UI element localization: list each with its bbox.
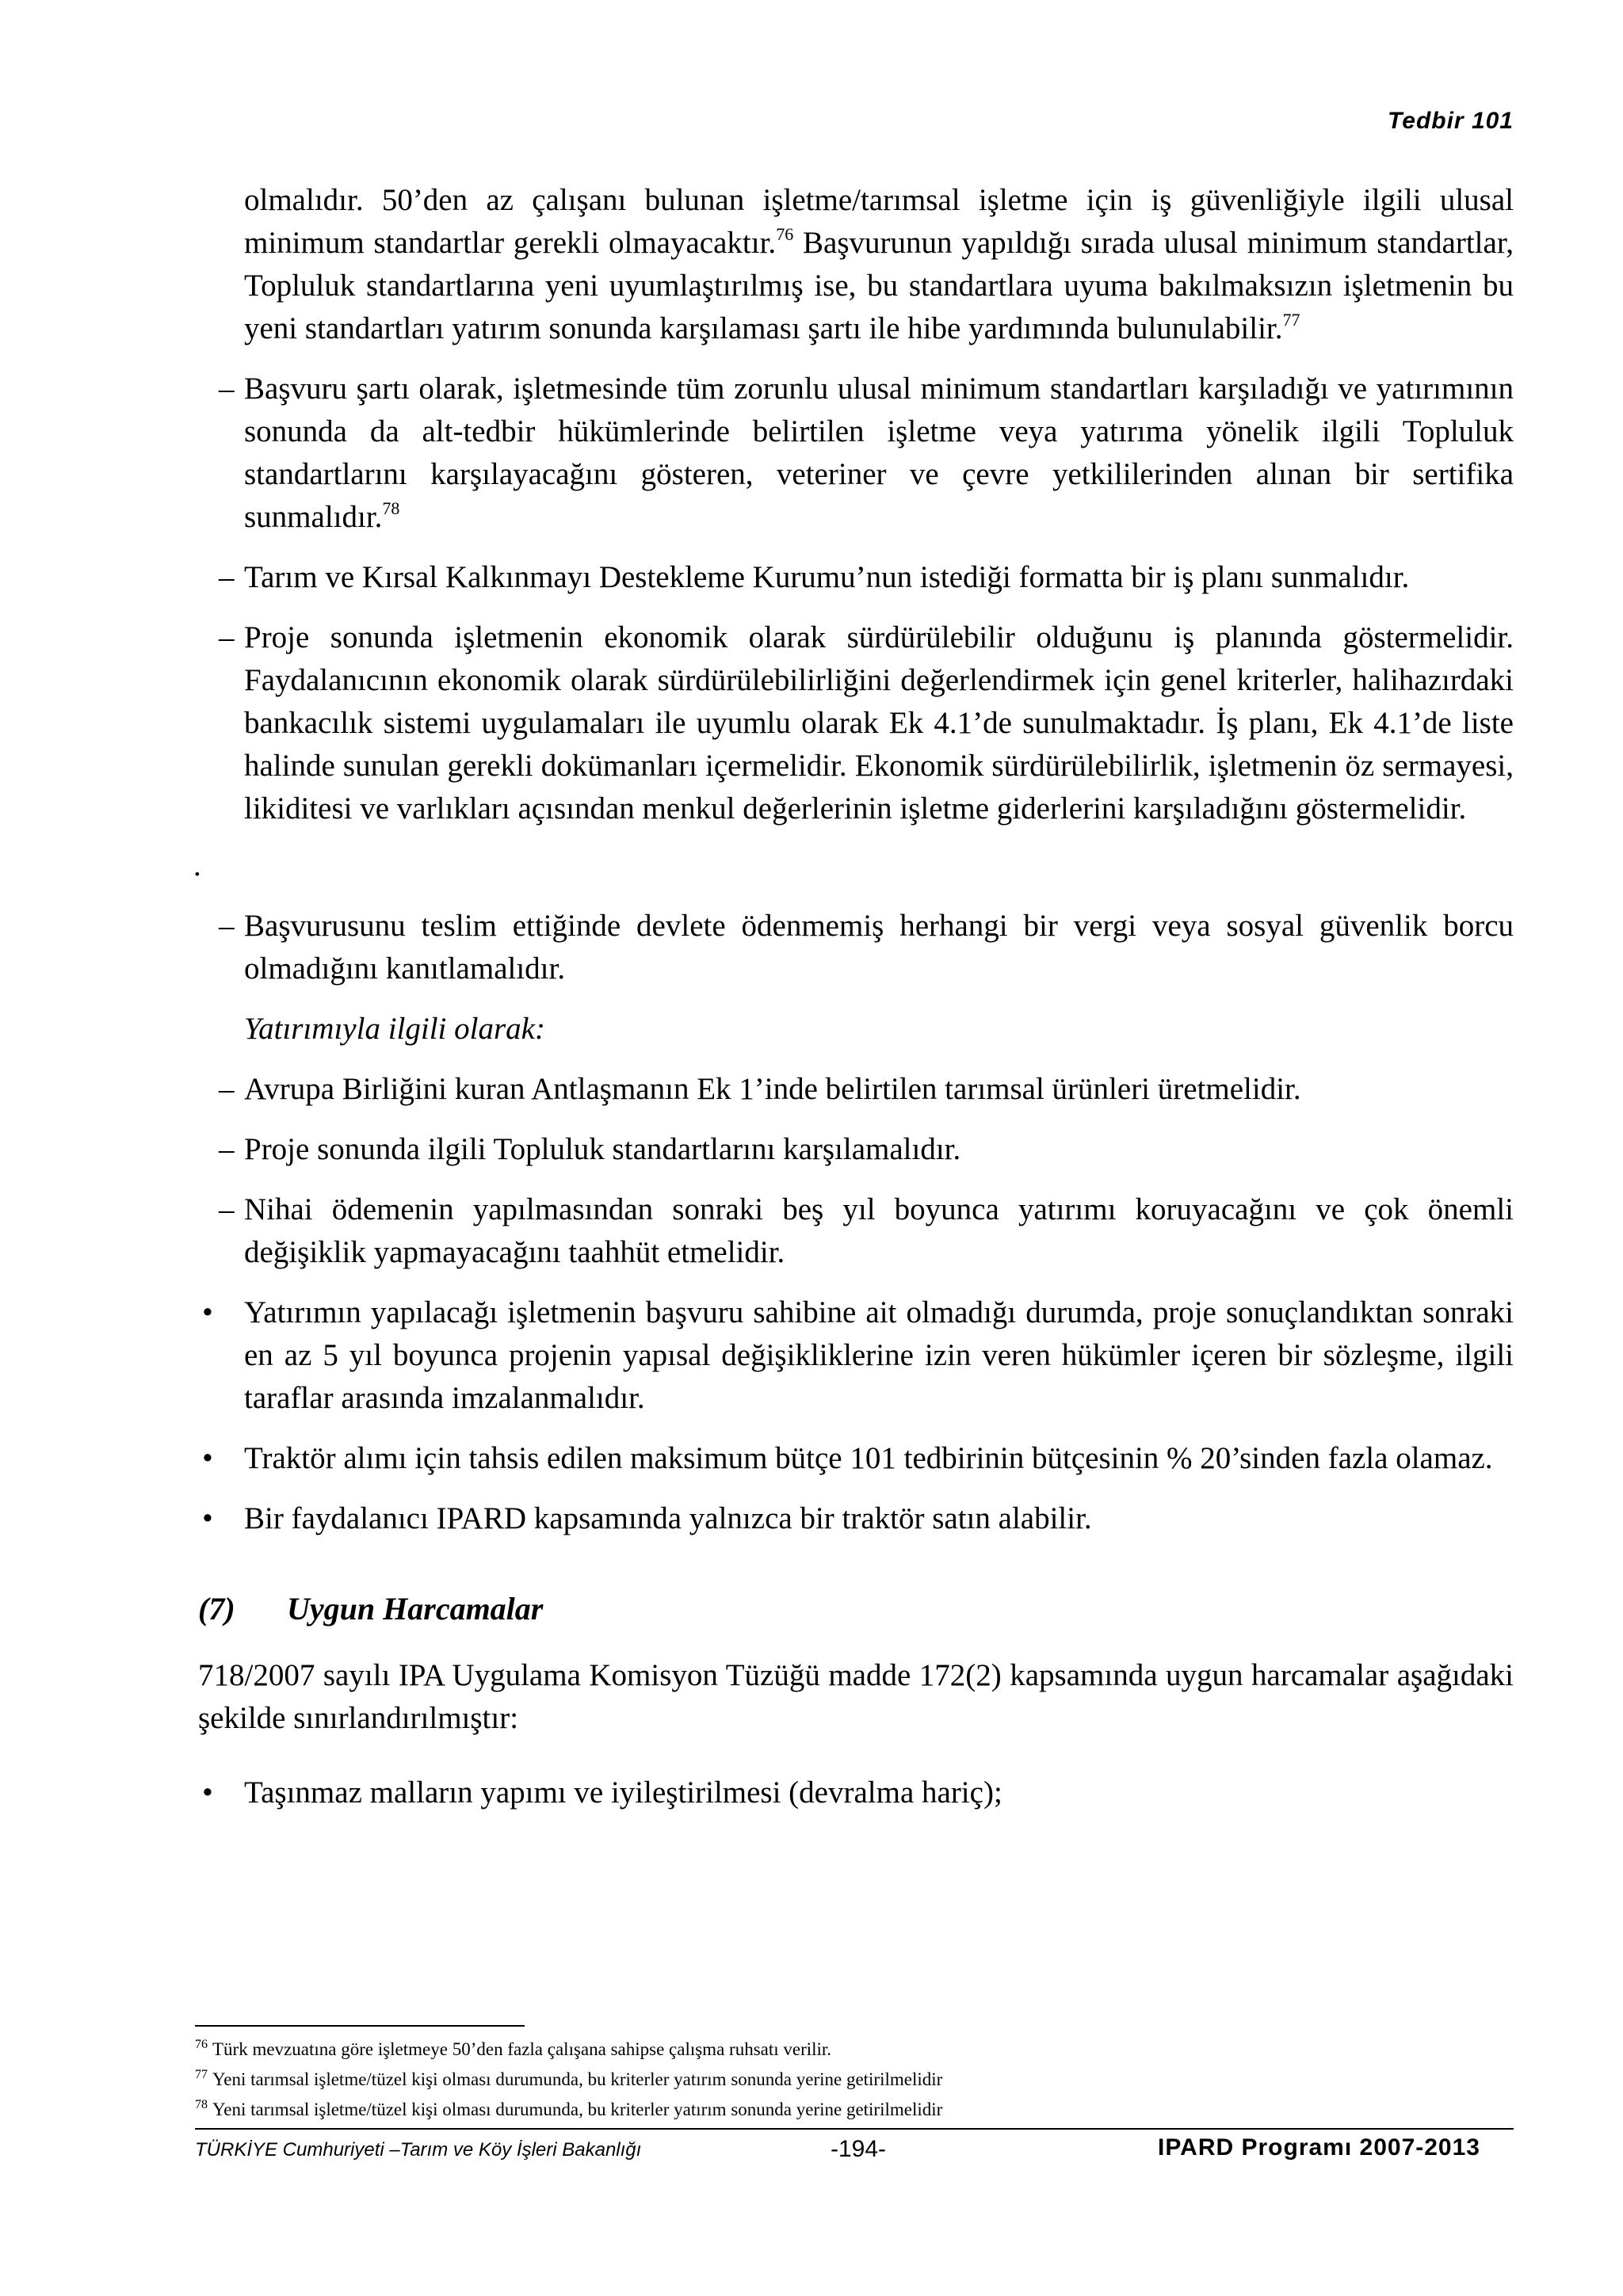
- footnote-number: 77: [195, 2068, 208, 2081]
- footnote-text: Yeni tarımsal işletme/tüzel kişi olması durumunda, bu kriterler yatırım sonunda yerine getirilmelidir: [212, 2100, 943, 2119]
- footnote-ref-76[interactable]: 76: [776, 224, 794, 244]
- list-item-text: Başvuru şartı olarak, işletmesinde tüm zorunlu ulusal minimum standartları karşıladığı ve yatırımının sonunda da alt-tedbir hükümlerinde belirtilen işletme veya yatırıma yönelik ilgili Topluluk standartlarını karşılayacağını gösteren, veteriner ve çevre yetkililerinden alınan bir sertifika sunmalıdır.: [244, 372, 1514, 534]
- bullet-item-text: Taşınmaz malların yapımı ve iyileştirilmesi (devralma hariç);: [244, 1775, 1002, 1810]
- investment-label: Yatırımıyla ilgili olarak:: [244, 1012, 545, 1046]
- list-item: [219, 1128, 1514, 1171]
- list-item-text: Tarım ve Kırsal Kalkınmayı Destekleme Kurumu’nun istediği formatta bir iş planı sunmalıdır.: [244, 560, 1410, 594]
- footnote-78: [195, 2095, 1510, 2125]
- footnote-separator: [195, 2025, 525, 2027]
- running-header: Tedbir 101: [1388, 108, 1514, 134]
- footnote-76: [195, 2035, 1510, 2065]
- footnote-77: [195, 2065, 1510, 2095]
- body-text: [193, 179, 1514, 1814]
- intro-paragraph: [244, 179, 1514, 350]
- dash-marker: –: [219, 1192, 235, 1226]
- list-item-text: Avrupa Birliğini kuran Antlaşmanın Ek 1’inde belirtilen tarımsal ürünleri üretmelidir.: [244, 1072, 1301, 1106]
- footnotes: [195, 2035, 1510, 2125]
- bullet-item-text: Yatırımın yapılacağı işletmenin başvuru sahibine ait olmadığı durumda, proje sonuçlandıktan sonraki en az 5 yıl boyunca projenin yapısal değişikliklerine izin veren hükümler içeren bir sözleşme, ilgili taraflar arasında imzalanmalıdır.: [244, 1295, 1514, 1415]
- list-item-text: Nihai ödemenin yapılmasından sonraki beş yıl boyunca yatırımı koruyacağını ve çok önemli değişiklik yapmayacağını taahhüt etmelidir.: [244, 1192, 1514, 1269]
- list-item-text: Proje sonunda işletmenin ekonomik olarak sürdürülebilir olduğunu iş planında göstermelidir. Faydalanıcının ekonomik olarak sürdürülebilirliğini değerlendirmek için genel kriterler, halihazırdaki bankacılık sistemi uygulamaları ile uyumlu olarak Ek 4.1’de sunulmaktadır. İş planı, Ek 4.1’de liste halinde sunulan gerekli dokümanları içermelidir. Ekonomik sürdürülebilirlik, işletmenin öz sermayesi, likiditesi ve varlıkları açısından menkul değerlerinin işletme giderlerini karşıladığını göstermelidir.: [244, 620, 1514, 826]
- section-number: (7): [198, 1591, 235, 1627]
- footnote-ref-77[interactable]: 77: [1282, 310, 1300, 330]
- list-item: [219, 368, 1514, 539]
- footnote-text: Yeni tarımsal işletme/tüzel kişi olması durumunda, bu kriterler yatırım sonunda yerine getirilmelidir: [212, 2069, 943, 2089]
- footer-program: IPARD Programı 2007-2013: [1158, 2134, 1480, 2161]
- bullet-marker: •: [202, 1775, 213, 1810]
- bullet-item: [202, 1437, 1514, 1480]
- footer-separator: [195, 2128, 1514, 2130]
- footnote-text: Türk mevzuatına göre işletmeye 50’den fazla çalışana sahipse çalışma ruhsatı verilir.: [212, 2039, 832, 2059]
- footer-ministry: TÜRKİYE Cumhuriyeti –Tarım ve Köy İşleri Bakanlığı: [195, 2139, 642, 2161]
- bullet-marker: •: [202, 1441, 213, 1475]
- list-item: [219, 905, 1514, 990]
- section-paragraph: 718/2007 sayılı IPA Uygulama Komisyon Tüzüğü madde 172(2) kapsamında uygun harcamalar aşağıdaki şekilde sınırlandırılmıştır:: [198, 1658, 1514, 1735]
- dash-marker: –: [219, 560, 235, 594]
- section-heading: [198, 1588, 1514, 1630]
- bullet-marker: •: [202, 1501, 213, 1535]
- dash-marker: –: [219, 372, 235, 406]
- footnote-number: 78: [195, 2098, 208, 2111]
- bullet-marker: •: [202, 1295, 213, 1329]
- bullet-item-text: Bir faydalanıcı IPARD kapsamında yalnızca bir traktör satın alabilir.: [244, 1501, 1092, 1535]
- list-item: [219, 1188, 1514, 1274]
- intro-text-2: Başvurunun yapıldığı sırada ulusal minimum standartlar, Topluluk standartlarına yeni uyumlaştırılmış ise, bu standartlara uyuma bakılmaksızın işletmenin bu yeni standartları yatırım sonunda karşılaması şartı ile hibe yardımında bulunulabilir.: [244, 226, 1514, 345]
- stray-dot: .: [193, 849, 201, 883]
- dash-marker: –: [219, 1132, 235, 1166]
- intro-text-1: olmalıdır. 50’den az çalışanı bulunan işletme/tarımsal işletme için iş güvenliğiyle ilgili ulusal minimum standartlar gerekli olmayacaktır.: [244, 183, 1514, 260]
- list-item-text: Proje sonunda ilgili Topluluk standartlarını karşılamalıdır.: [244, 1132, 961, 1166]
- bullet-item: [202, 1291, 1514, 1420]
- section-title: Uygun Harcamalar: [287, 1591, 544, 1627]
- footnote-ref-78[interactable]: 78: [382, 498, 400, 518]
- bullet-item-text: Traktör alımı için tahsis edilen maksimum bütçe 101 tedbirinin bütçesinin % 20’sinden fazla olamaz.: [244, 1441, 1493, 1475]
- dash-marker: –: [219, 1072, 235, 1106]
- footnote-number: 76: [195, 2038, 208, 2051]
- bullet-item: [202, 1497, 1514, 1540]
- list-item: [219, 616, 1514, 830]
- dash-marker: –: [219, 620, 235, 654]
- page-number: -194-: [831, 2136, 887, 2162]
- list-item: [219, 1068, 1514, 1111]
- dash-marker: –: [219, 909, 235, 943]
- bullet-item: [202, 1772, 1514, 1814]
- list-item: [219, 556, 1514, 599]
- list-item-text: Başvurusunu teslim ettiğinde devlete ödenmemiş herhangi bir vergi veya sosyal güvenlik borcu olmadığını kanıtlamalıdır.: [244, 909, 1514, 986]
